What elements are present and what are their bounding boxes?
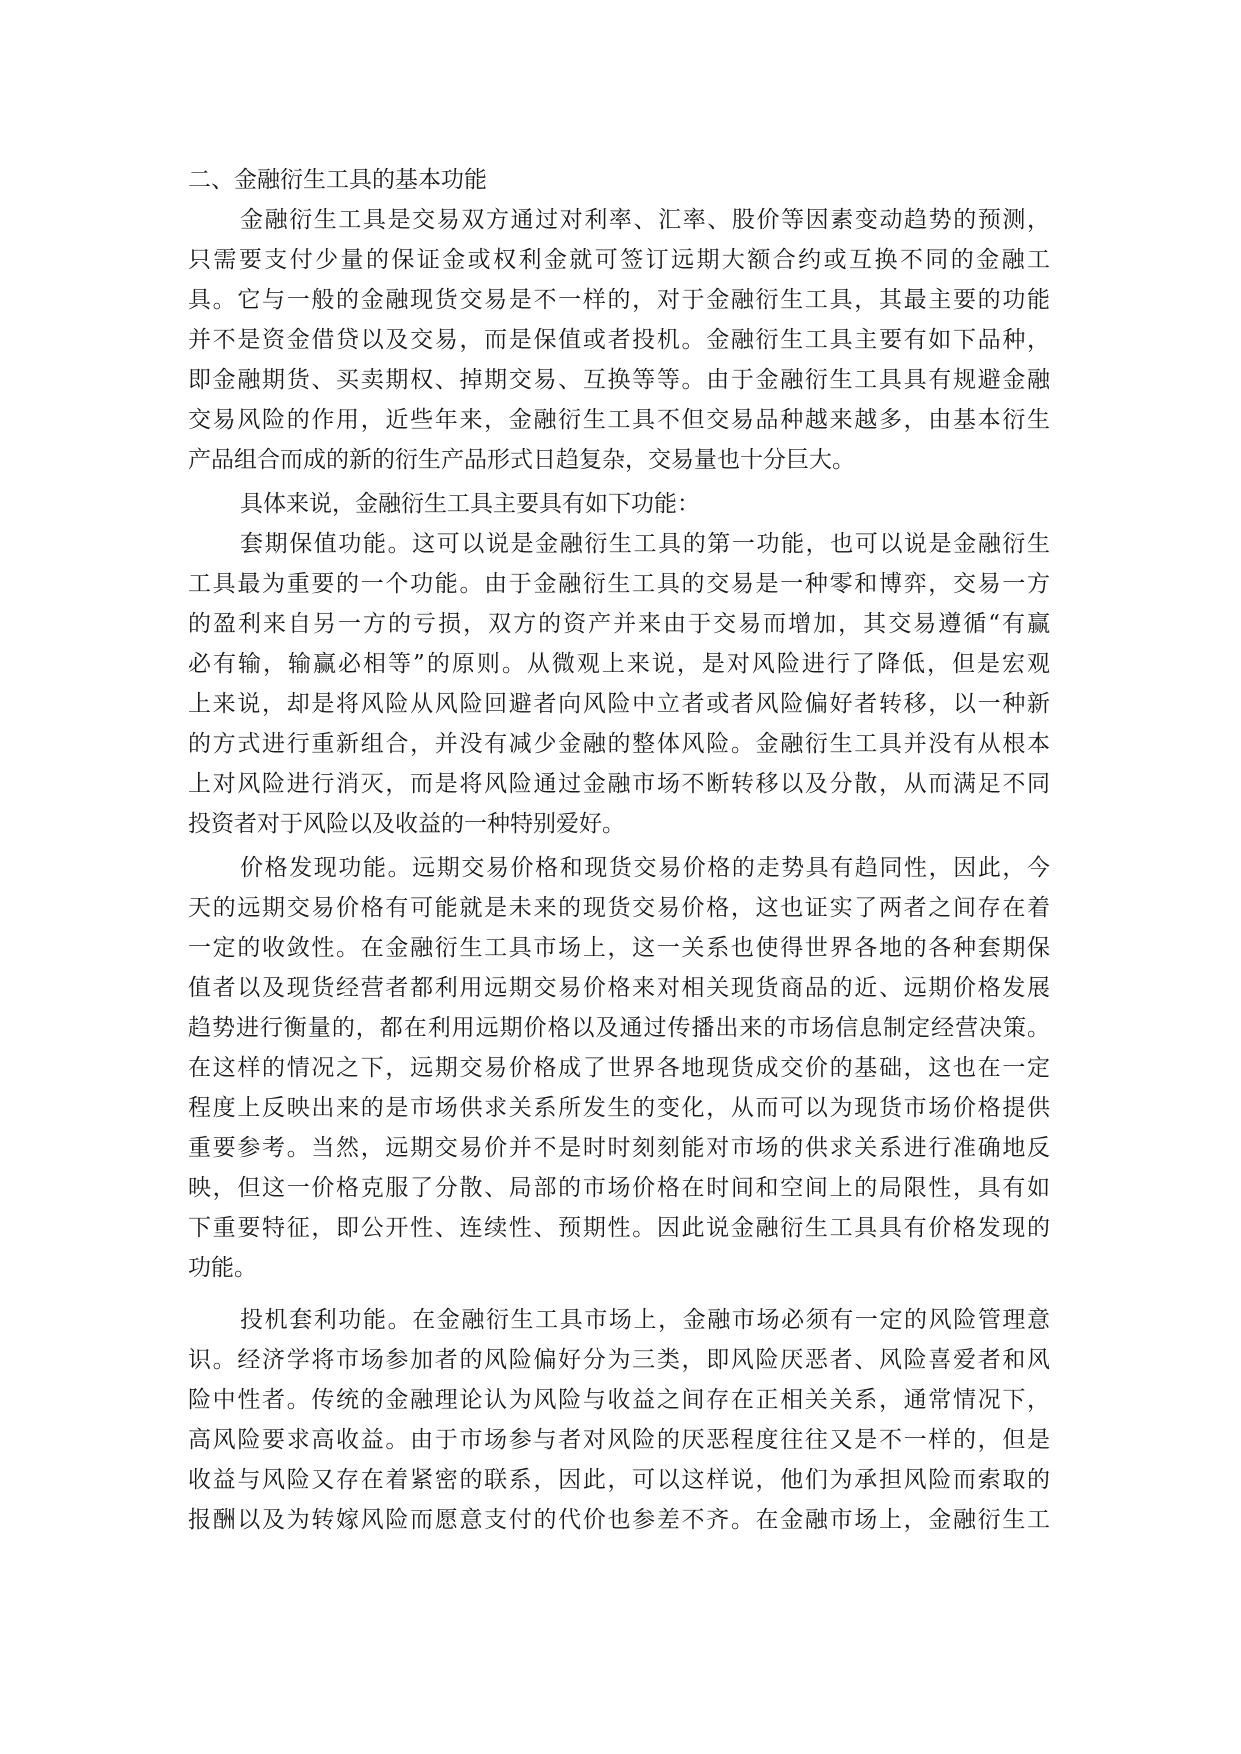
text-line: 天的远期交易价格有可能就是未来的现货交易价格，这也证实了两者之间存在着 bbox=[188, 895, 1050, 921]
text-line: 价格发现功能。远期交易价格和现货交易价格的走势具有趋同性，因此，今 bbox=[240, 855, 1050, 881]
text-line: 只需要支付少量的保证金或权利金就可签订远期大额合约或互换不同的金融工 bbox=[188, 247, 1050, 273]
text-line: 报酬以及为转嫁风险而愿意支付的代价也参差不齐。在金融市场上，金融衍生工 bbox=[188, 1507, 1050, 1533]
text-line: 在这样的情况之下，远期交易价格成了世界各地现货成交价的基础，这也在一定 bbox=[188, 1055, 1050, 1081]
text-line: 即金融期货、买卖期权、掉期交易、互换等等。由于金融衍生工具具有规避金融 bbox=[188, 367, 1050, 393]
text-line: 工具最为重要的一个功能。由于金融衍生工具的交易是一种零和博弈，交易一方 bbox=[188, 571, 1050, 597]
text-line: 趋势进行衡量的，都在利用远期价格以及通过传播出来的市场信息制定经营决策。 bbox=[188, 1015, 1050, 1041]
text-line: 识。经济学将市场参加者的风险偏好分为三类，即风险厌恶者、风险喜爱者和风 bbox=[188, 1347, 1050, 1373]
text-line: 具体来说，金融衍生工具主要具有如下功能： bbox=[240, 491, 700, 517]
text-line: 映，但这一价格克服了分散、局部的市场价格在时间和空间上的局限性，具有如 bbox=[188, 1175, 1050, 1201]
text-line: 收益与风险又存在着紧密的联系，因此，可以这样说，他们为承担风险而索取的 bbox=[188, 1467, 1050, 1493]
text-line: 并不是资金借贷以及交易，而是保值或者投机。金融衍生工具主要有如下品种， bbox=[188, 327, 1050, 353]
paragraph-price-discovery bbox=[188, 848, 1050, 1288]
text-line: 金融衍生工具是交易双方通过对利率、汇率、股价等因素变动趋势的预测， bbox=[240, 207, 1050, 233]
paragraph-speculation bbox=[188, 1300, 1050, 1540]
text-line: 的盈利来自另一方的亏损，双方的资产并来由于交易而增加，其交易遵循“有赢 bbox=[188, 611, 1050, 637]
text-line: 高风险要求高收益。由于市场参与者对风险的厌恶程度往往又是不一样的，但是 bbox=[188, 1427, 1050, 1453]
text-line: 上来说，却是将风险从风险回避者向风险中立者或者风险偏好者转移，以一种新 bbox=[188, 691, 1050, 717]
text-line: 产品组合而成的新的衍生产品形式日趋复杂，交易量也十分巨大。 bbox=[188, 447, 855, 473]
text-line: 具。它与一般的金融现货交易是不一样的，对于金融衍生工具，其最主要的功能 bbox=[188, 287, 1050, 313]
text-line: 险中性者。传统的金融理论认为风险与收益之间存在正相关关系，通常情况下， bbox=[188, 1387, 1050, 1413]
paragraph-functions-intro bbox=[188, 484, 1050, 524]
text-line: 程度上反映出来的是市场供求关系所发生的变化，从而可以为现货市场价格提供 bbox=[188, 1095, 1050, 1121]
paragraph-intro bbox=[188, 200, 1050, 480]
text-line: 重要参考。当然，远期交易价并不是时时刻刻能对市场的供求关系进行准确地反 bbox=[188, 1135, 1050, 1161]
text-line: 交易风险的作用，近些年来，金融衍生工具不但交易品种越来越多，由基本衍生 bbox=[188, 407, 1050, 433]
text-line: 的方式进行重新组合，并没有减少金融的整体风险。金融衍生工具并没有从根本 bbox=[188, 731, 1050, 757]
text-line: 必有输，输赢必相等”的原则。从微观上来说，是对风险进行了降低，但是宏观 bbox=[188, 651, 1050, 677]
document-body bbox=[188, 160, 1050, 1540]
paragraph-hedging bbox=[188, 524, 1050, 844]
text-line: 投资者对于风险以及收益的一种特别爱好。 bbox=[188, 811, 625, 837]
text-line: 下重要特征，即公开性、连续性、预期性。因此说金融衍生工具具有价格发现的 bbox=[188, 1215, 1050, 1241]
text-line: 套期保值功能。这可以说是金融衍生工具的第一功能，也可以说是金融衍生 bbox=[240, 531, 1050, 557]
section-heading: 二、金融衍生工具的基本功能 bbox=[188, 167, 487, 193]
text-line: 一定的收敛性。在金融衍生工具市场上，这一关系也使得世界各地的各种套期保 bbox=[188, 935, 1050, 961]
text-line: 功能。 bbox=[188, 1255, 257, 1281]
text-line: 上对风险进行消灭，而是将风险通过金融市场不断转移以及分散，从而满足不同 bbox=[188, 771, 1050, 797]
text-line: 投机套利功能。在金融衍生工具市场上，金融市场必须有一定的风险管理意 bbox=[240, 1307, 1050, 1333]
text-line: 值者以及现货经营者都利用远期交易价格来对相关现货商品的近、远期价格发展 bbox=[188, 975, 1050, 1001]
